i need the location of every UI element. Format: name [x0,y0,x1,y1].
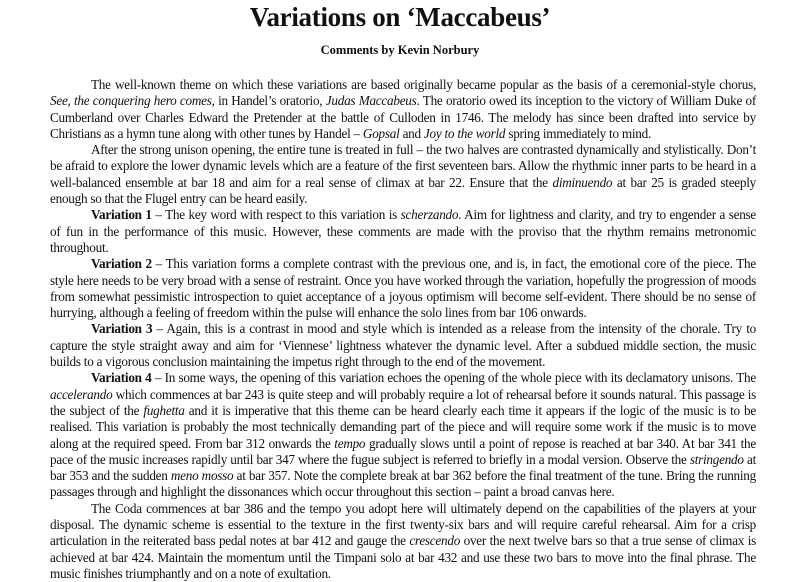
text-run: The Coda commences at bar 386 and the tempo you adopt here will ultimately depend on the capabilities of the players at your disposal. The dynamic scheme is essential to the texture in the first twenty-six bars and will require careful rehearsal. Aim for a crisp articulation in the reiterated bass pedal notes at bar 412 and gauge the [50,500,756,549]
variation-heading: Variation 2 [91,256,152,272]
paragraph [50,321,756,370]
text-run: spring immediately to mind. [505,125,652,141]
document-body [50,77,756,582]
variation-heading: Variation 4 [91,370,152,386]
italic-term: diminuendo [552,174,613,190]
italic-term: accelerando [50,386,113,402]
italic-term: See, the conquering hero comes [50,93,212,109]
italic-term: crescendo [409,533,461,549]
text-run: After the strong unison opening, the entire tune is treated in full – the two halves are contrasted dynamically and stylistically. Don’t be afraid to explore the lower dynamic levels which are a feature of the first seventeen bars. Allow the rhythmic inner parts to be heard in a well-balanced ensemble at bar 18 and aim for a real sense of climax at bar 22. Ensure that the [50,142,756,190]
text-run: The well-known theme on which these variations are based originally became popular as the basis of a ceremonial-style chorus, [91,77,756,92]
paragraph [50,256,756,321]
variation-heading: Variation 1 [91,207,152,223]
text-run: – Again, this is a contrast in mood and style which is intended as a release from the intensity of the chorale. Try to capture the style straight away and aim for ‘Viennese’ lightness whatever the dynamic level. After a subdued middle section, the music builds to a vigorous conclusion maintaining the impetus right through to the end of the movement. [50,321,756,370]
text-run: gradually slows until a point of repose is reached at bar 340. At bar 341 the pace of the music increases rapidly until bar 347 where the fugue subject is referred to briefly in a modal version. Observe the [50,435,756,467]
italic-term: stringendo [689,451,744,467]
variation-heading: Variation 3 [91,321,153,337]
italic-term: scherzando [400,207,459,223]
text-run: and it is imperative that this theme can be heard clearly each time it appears if the logic of the music is to be realised. This variation is probably the most technically demanding part of the piece and will require some work if the music is to move along at the required speed. From bar 312 onwards the [50,402,756,451]
paragraph [50,501,756,582]
text-run: – This variation forms a complete contrast with the previous one, and is, in fact, the emotional core of the piece. The style here needs to be very broad with a sense of restraint. Once you have worked through the variation, hopefully the progression of moods from somewhat pessimistic introspection to quiet acceptance of a joyous optimism will become self-evident. There should be no sense of hurrying, although a feeling of freedom within the pulse will enhance the solo lines from bar 106 onwards. [50,256,756,321]
paragraph [50,207,756,256]
paragraph [50,77,756,142]
italic-term: tempo [334,435,366,451]
text-run: at bar 353 and the sudden [50,451,756,484]
italic-term: fughetta [143,402,185,418]
text-run: – In some ways, the opening of this variation echoes the opening of the whole piece with its declamatory unisons. The [151,370,757,386]
text-run: , in Handel’s oratorio, [211,93,326,109]
paragraph [50,370,756,500]
text-run: at bar 25 is graded steeply enough so that the Flugel entry can be heard easily. [50,174,756,207]
italic-term: meno mosso [170,468,234,484]
text-run: which commences at bar 243 is quite steep and will probably require a lot of rehearsal before it sounds natural. This passage is the subject of the [50,386,756,418]
text-run: . The oratorio owed its inception to the victory of William Duke of Cumberland over Charles Edward the Pretender at the battle of Culloden in 1746. The melody has since been drafted into service by Christians as a hymn tune along with other tunes by Handel – [50,93,756,141]
paragraph [50,142,756,207]
italic-term: Joy to the world [423,125,506,141]
italic-term: Judas Maccabeus [325,93,417,109]
text-run: . Aim for lightness and clarity, and try to engender a sense of fun in the performance of this music. However, these comments are made with the proviso that the rhythm remains metronomic throughout. [50,207,757,255]
text-run: at bar 357. Note the complete break at bar 362 before the final treatment of the tune. Bring the running passages through and highlight the dissonances which occur throughout this section – paint a broad canvas here. [50,468,756,500]
italic-term: Gopsal [362,125,400,141]
text-run: – The key word with respect to this variation is [151,207,401,223]
text-run: and [399,125,424,141]
document-subtitle: Comments by Kevin Norbury [320,43,480,57]
document-title: Variations on ‘Maccabeus’ [249,2,551,32]
text-run: over the next twelve bars so that a true sense of climax is achieved at bar 424. Maintain the momentum until the Timpani solo at bar 432 and use these two bars to move into the final phrase. The music finishes triumphantly and on a note of exultation. [50,533,756,581]
